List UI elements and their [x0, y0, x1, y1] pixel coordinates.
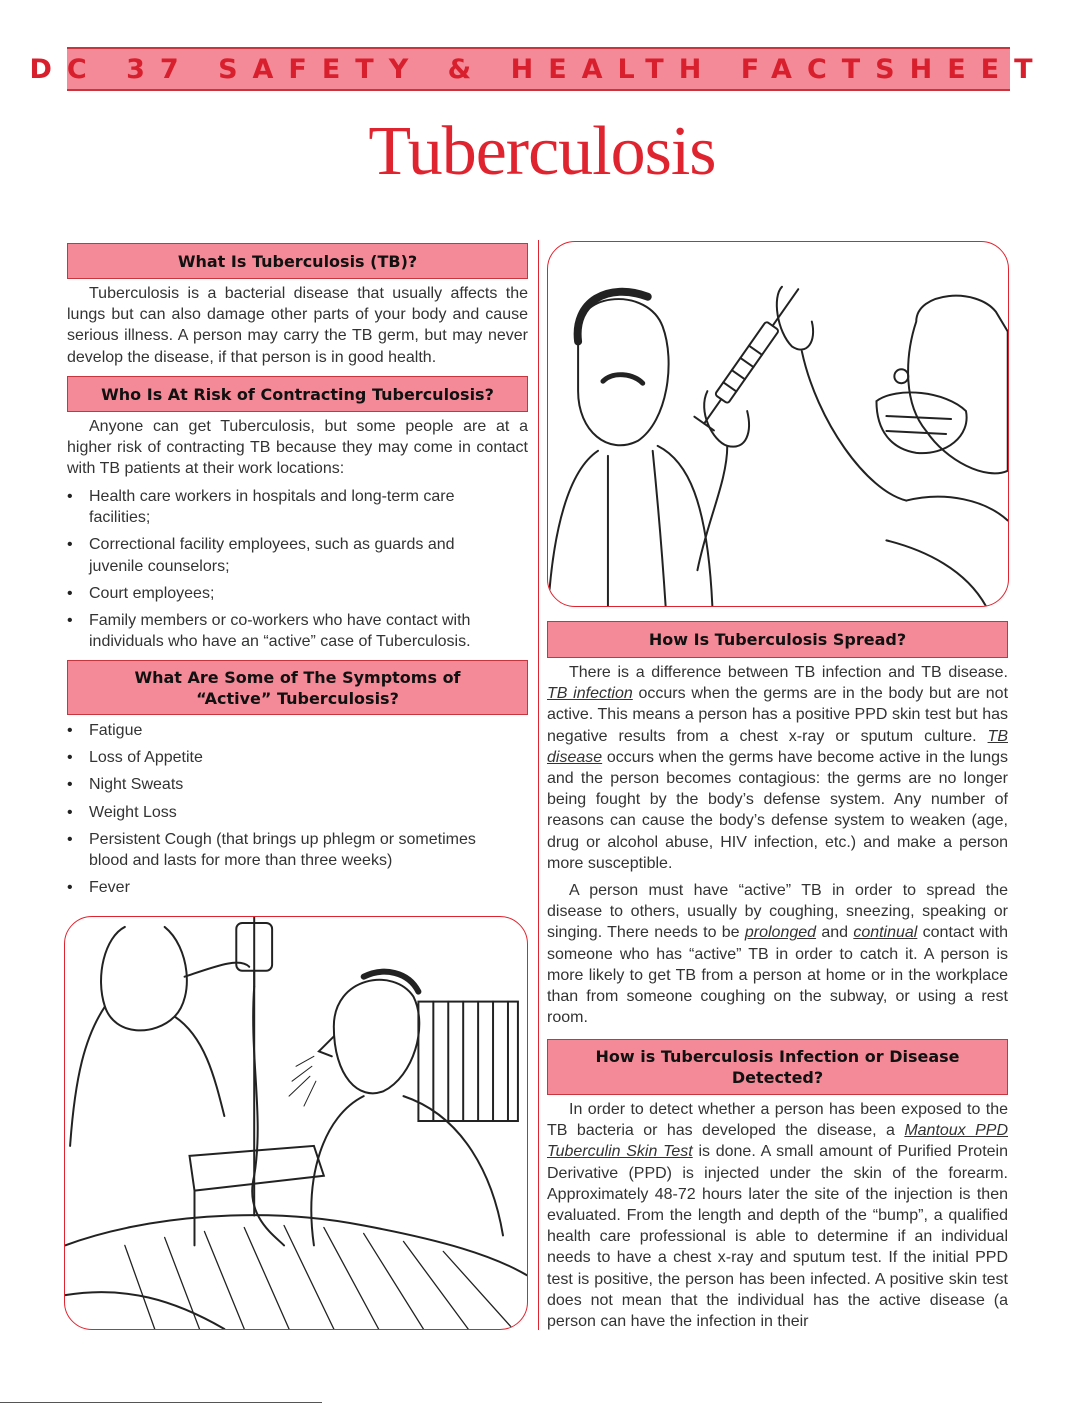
paragraph-what-is-tb	[67, 283, 528, 368]
factsheet-banner	[29, 47, 1048, 91]
footer-rule	[0, 1402, 322, 1403]
term-prolonged: prolonged	[744, 924, 817, 942]
spread-text: occurs when the germs are in the body but are not active. This means a person has a positive PPD skin test but has negative results from a chest x-ray or sputum culture.	[547, 685, 1009, 745]
paragraph-risk	[67, 416, 528, 480]
patient-in-bed-drawing	[65, 917, 527, 1329]
heading-detected-line2: Detected?	[731, 1068, 824, 1087]
list-item: • Fatigue	[67, 720, 507, 741]
spread-text: contact with someone who has “active” TB in order to catch it. A person is more likely to get TB from a person at home or in the workplace than from someone coughing on the subway, or using a rest room.	[547, 924, 1008, 1027]
term-mantoux-test: Mantoux PPD Tuberculin Skin Test	[547, 1122, 1008, 1161]
heading-detected-line1: How is Tuberculosis Infection or Disease	[595, 1047, 960, 1066]
list-item: • Fever	[67, 877, 507, 898]
list-item: • Night Sweats	[67, 774, 507, 795]
illustration-skin-test	[547, 241, 1009, 607]
risk-intro-text: Anyone can get Tuberculosis, but some people are at a higher risk of contracting TB because they may come in contact with TB patients at their work locations:	[67, 418, 528, 478]
paragraph-spread	[547, 662, 1008, 1028]
heading-detected	[547, 1039, 1008, 1095]
heading-spread-text: How Is Tuberculosis Spread?	[648, 630, 907, 649]
heading-symptoms-line2: “Active” Tuberculosis?	[196, 688, 399, 708]
list-item: • Court employees;	[67, 583, 507, 604]
heading-symptoms	[67, 660, 528, 715]
illustration-patient-in-bed	[64, 916, 528, 1330]
skin-test-drawing	[548, 242, 1008, 606]
risk-list	[67, 486, 507, 658]
heading-what-is-tb-text: What Is Tuberculosis (TB)?	[177, 251, 418, 271]
heading-risk-text: Who Is At Risk of Contracting Tuberculosis?	[101, 384, 494, 404]
what-is-tb-text: Tuberculosis is a bacterial disease that usually affects the lungs but can also damage other parts of your body and cause serious illness. A person may carry the TB germ, but may never develop the disease, if that person is in good health.	[67, 285, 528, 366]
symptoms-list	[67, 720, 507, 904]
heading-symptoms-line1: What Are Some of The Symptoms of	[134, 667, 461, 687]
list-item: • Health care workers in hospitals and long-term care facilities;	[67, 486, 507, 528]
detected-text: In order to detect whether a person has been exposed to the TB bacteria or has developed the disease, a	[547, 1101, 1008, 1140]
spread-text: occurs when the germs have become active in the lungs and the person becomes contagious: the germs are no longer being fought by the body’s defense system. Any number of reasons can cause the body’s defense system to weaken (age, drug or alcohol abuse, HIV infection, etc.) and make a person more susceptible.	[547, 748, 1008, 872]
page-title: Tuberculosis	[368, 113, 716, 190]
heading-risk	[67, 376, 528, 412]
spread-paragraph-1	[547, 662, 1008, 874]
term-tb-disease: TB disease	[547, 727, 1008, 766]
list-item: • Persistent Cough (that brings up phlegm or sometimes blood and lasts for more than three weeks)	[67, 829, 507, 871]
column-divider	[538, 240, 539, 1330]
spread-text: A person must have “active” TB in order to spread the disease to others, usually by coughing, sneezing, speaking or singing. There needs to be	[547, 882, 1008, 942]
spread-text: and	[816, 924, 854, 942]
detected-text: is done. A small amount of Purified Protein Derivative (PPD) is injected under the skin of the forearm. Approximately 48-72 hours later the site of the injection is then evaluated. From the length and depth of the “bump”, a qualified health care professional is able to determine if an individual needs to have a chest x-ray and sputum test. If the initial PPD test is positive, the person has been infected. A positive skin test does not mean that the individual has the active disease (a person can have the infection in their	[547, 1143, 1008, 1331]
heading-spread	[547, 621, 1008, 658]
list-item: • Correctional facility employees, such as guards and juvenile counselors;	[67, 534, 507, 576]
list-item: • Loss of Appetite	[67, 747, 507, 768]
list-item: • Weight Loss	[67, 802, 507, 823]
list-item: • Family members or co-workers who have contact with individuals who have an “active” case of Tuberculosis.	[67, 610, 507, 652]
spread-text: There is a difference between TB infection and TB disease.	[569, 664, 1008, 681]
term-tb-infection: TB infection	[547, 685, 633, 703]
banner-text: DC 37 SAFETY & HEALTH FACTSHEET	[29, 53, 1048, 85]
spread-paragraph-2	[547, 880, 1008, 1028]
heading-what-is-tb	[67, 243, 528, 279]
detected-paragraph	[547, 1099, 1008, 1332]
paragraph-detected	[547, 1099, 1008, 1332]
term-continual: continual	[853, 924, 918, 942]
